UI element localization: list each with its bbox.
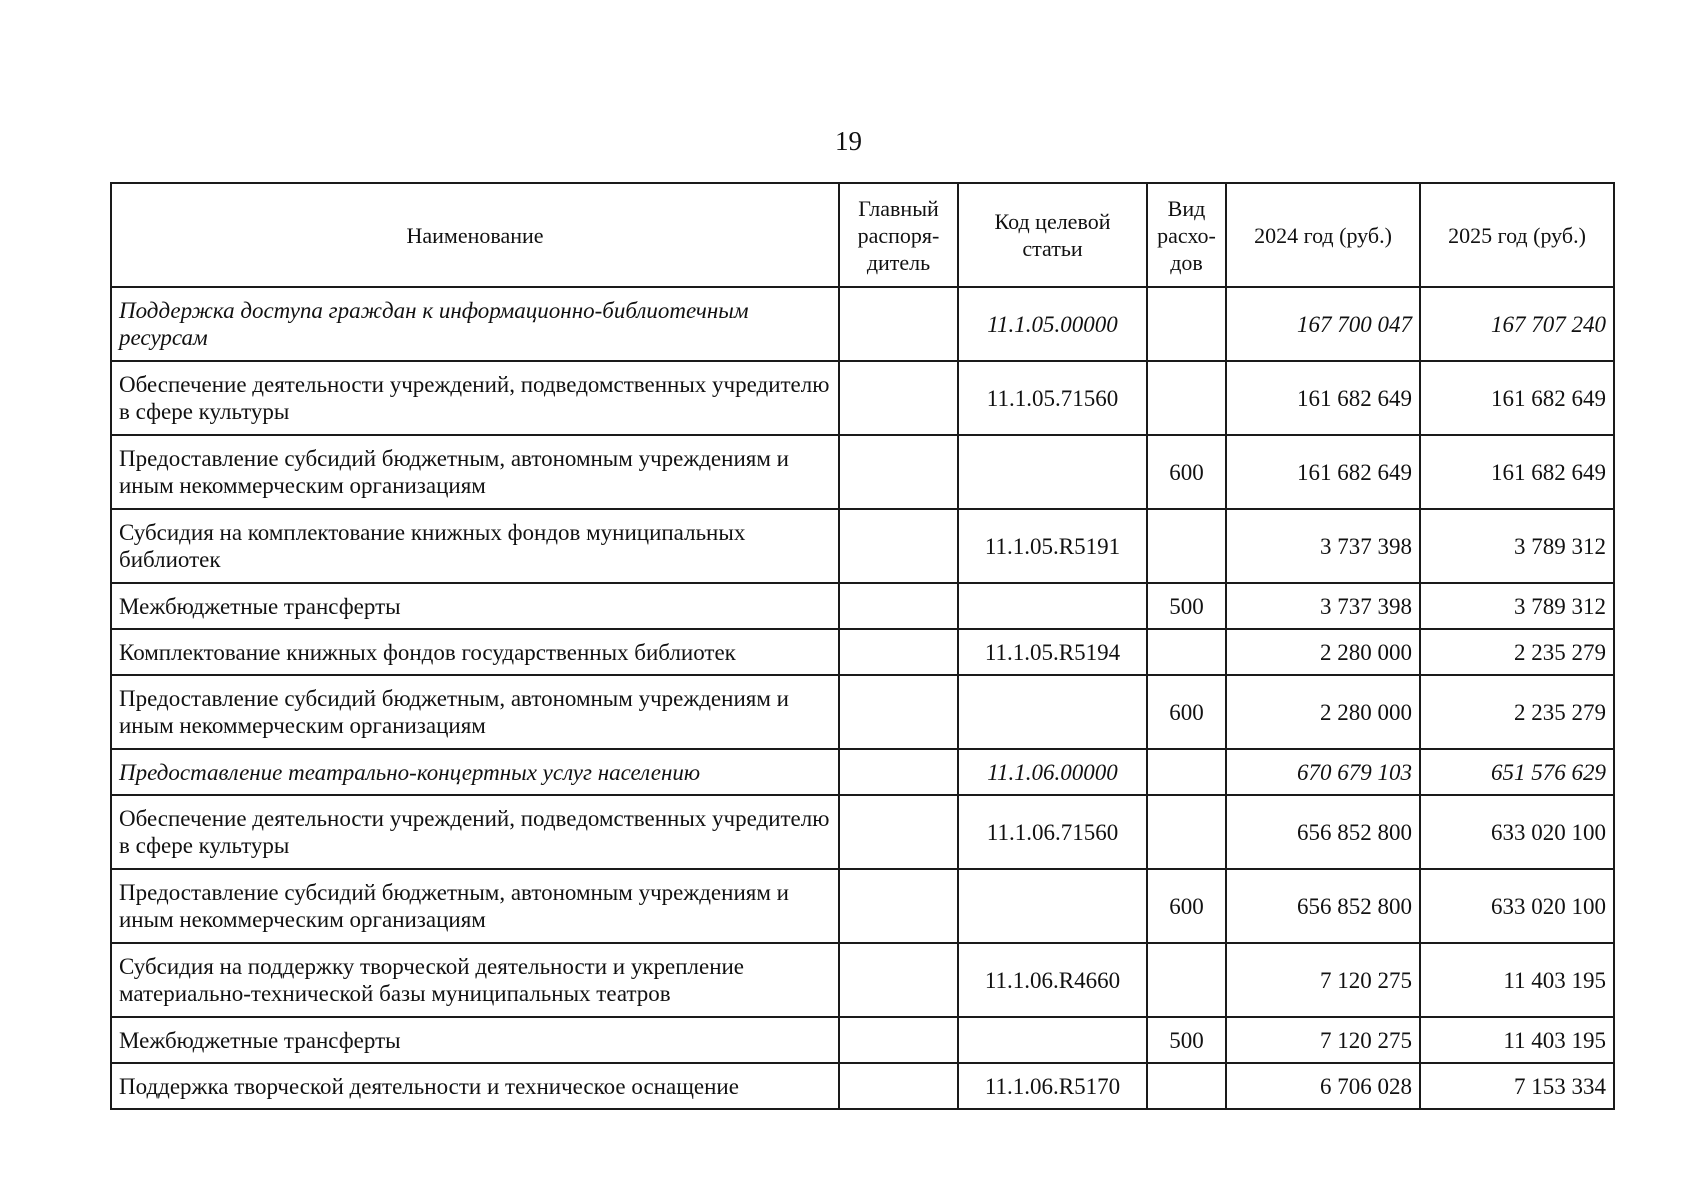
row-amount-2025: 11 403 195 — [1420, 1017, 1614, 1063]
row-target-code: 11.1.06.71560 — [958, 795, 1147, 869]
row-expense-type: 500 — [1147, 583, 1226, 629]
row-target-code: 11.1.05.00000 — [958, 287, 1147, 361]
row-main-manager — [839, 287, 958, 361]
row-amount-2025: 3 789 312 — [1420, 583, 1614, 629]
row-expense-type: 600 — [1147, 675, 1226, 749]
row-amount-2024: 6 706 028 — [1226, 1063, 1420, 1109]
row-name: Поддержка доступа граждан к информационно-библиотечным ресурсам — [111, 287, 839, 361]
row-expense-type — [1147, 361, 1226, 435]
header-main-manager: Главный распоря-дитель — [839, 183, 958, 287]
row-amount-2025: 167 707 240 — [1420, 287, 1614, 361]
row-expense-type: 600 — [1147, 869, 1226, 943]
row-main-manager — [839, 629, 958, 675]
row-main-manager — [839, 869, 958, 943]
row-expense-type — [1147, 943, 1226, 1017]
row-main-manager — [839, 361, 958, 435]
row-amount-2024: 2 280 000 — [1226, 629, 1420, 675]
row-name: Поддержка творческой деятельности и техническое оснащение — [111, 1063, 839, 1109]
table-row — [111, 1063, 1614, 1109]
row-name: Субсидия на комплектование книжных фондов муниципальных библиотек — [111, 509, 839, 583]
row-amount-2024: 161 682 649 — [1226, 361, 1420, 435]
row-target-code — [958, 675, 1147, 749]
row-amount-2025: 633 020 100 — [1420, 869, 1614, 943]
row-target-code: 11.1.05.R5194 — [958, 629, 1147, 675]
row-expense-type: 500 — [1147, 1017, 1226, 1063]
table-row — [111, 869, 1614, 943]
table-row — [111, 943, 1614, 1017]
row-amount-2025: 3 789 312 — [1420, 509, 1614, 583]
header-expense-type: Вид расхо-дов — [1147, 183, 1226, 287]
row-name: Обеспечение деятельности учреждений, подведомственных учредителю в сфере культуры — [111, 795, 839, 869]
row-amount-2025: 161 682 649 — [1420, 361, 1614, 435]
header-year-2025: 2025 год (руб.) — [1420, 183, 1614, 287]
row-expense-type: 600 — [1147, 435, 1226, 509]
row-amount-2025: 2 235 279 — [1420, 675, 1614, 749]
row-name: Обеспечение деятельности учреждений, подведомственных учредителю в сфере культуры — [111, 361, 839, 435]
row-name: Субсидия на поддержку творческой деятельности и укрепление материально-технической базы муниципальных театров — [111, 943, 839, 1017]
row-amount-2024: 656 852 800 — [1226, 869, 1420, 943]
row-target-code: 11.1.06.R5170 — [958, 1063, 1147, 1109]
row-amount-2025: 651 576 629 — [1420, 749, 1614, 795]
table-header-row — [111, 183, 1614, 287]
row-name: Предоставление театрально-концертных услуг населению — [111, 749, 839, 795]
row-expense-type — [1147, 749, 1226, 795]
row-target-code: 11.1.06.R4660 — [958, 943, 1147, 1017]
row-amount-2024: 7 120 275 — [1226, 943, 1420, 1017]
row-name: Предоставление субсидий бюджетным, автономным учреждениям и иным некоммерческим организациям — [111, 435, 839, 509]
table-row — [111, 435, 1614, 509]
row-name: Комплектование книжных фондов государственных библиотек — [111, 629, 839, 675]
row-main-manager — [839, 583, 958, 629]
row-amount-2024: 167 700 047 — [1226, 287, 1420, 361]
row-target-code — [958, 869, 1147, 943]
row-name: Предоставление субсидий бюджетным, автономным учреждениям и иным некоммерческим организациям — [111, 675, 839, 749]
row-name: Межбюджетные трансферты — [111, 583, 839, 629]
row-name: Предоставление субсидий бюджетным, автономным учреждениям и иным некоммерческим организациям — [111, 869, 839, 943]
table-row — [111, 1017, 1614, 1063]
row-amount-2025: 11 403 195 — [1420, 943, 1614, 1017]
header-target-code: Код целевой статьи — [958, 183, 1147, 287]
row-main-manager — [839, 795, 958, 869]
row-amount-2025: 633 020 100 — [1420, 795, 1614, 869]
row-main-manager — [839, 943, 958, 1017]
row-expense-type — [1147, 795, 1226, 869]
table-row — [111, 629, 1614, 675]
row-amount-2024: 3 737 398 — [1226, 509, 1420, 583]
row-main-manager — [839, 509, 958, 583]
table-row — [111, 795, 1614, 869]
row-expense-type — [1147, 629, 1226, 675]
row-main-manager — [839, 675, 958, 749]
row-main-manager — [839, 1017, 958, 1063]
row-amount-2024: 3 737 398 — [1226, 583, 1420, 629]
row-amount-2024: 161 682 649 — [1226, 435, 1420, 509]
table-row — [111, 583, 1614, 629]
row-main-manager — [839, 435, 958, 509]
row-amount-2024: 670 679 103 — [1226, 749, 1420, 795]
row-target-code — [958, 583, 1147, 629]
header-year-2024: 2024 год (руб.) — [1226, 183, 1420, 287]
page-number: 19 — [835, 126, 862, 156]
row-target-code: 11.1.05.71560 — [958, 361, 1147, 435]
row-target-code — [958, 435, 1147, 509]
table-row — [111, 749, 1614, 795]
row-amount-2024: 2 280 000 — [1226, 675, 1420, 749]
row-amount-2024: 7 120 275 — [1226, 1017, 1420, 1063]
row-amount-2025: 161 682 649 — [1420, 435, 1614, 509]
table-row — [111, 509, 1614, 583]
row-main-manager — [839, 1063, 958, 1109]
table-row — [111, 361, 1614, 435]
row-expense-type — [1147, 1063, 1226, 1109]
row-amount-2025: 7 153 334 — [1420, 1063, 1614, 1109]
row-target-code — [958, 1017, 1147, 1063]
table-row — [111, 675, 1614, 749]
row-amount-2025: 2 235 279 — [1420, 629, 1614, 675]
row-amount-2024: 656 852 800 — [1226, 795, 1420, 869]
row-target-code: 11.1.05.R5191 — [958, 509, 1147, 583]
row-main-manager — [839, 749, 958, 795]
row-expense-type — [1147, 509, 1226, 583]
table-row — [111, 287, 1614, 361]
budget-table — [110, 182, 1615, 1110]
header-name: Наименование — [111, 183, 839, 287]
row-expense-type — [1147, 287, 1226, 361]
row-target-code: 11.1.06.00000 — [958, 749, 1147, 795]
row-name: Межбюджетные трансферты — [111, 1017, 839, 1063]
